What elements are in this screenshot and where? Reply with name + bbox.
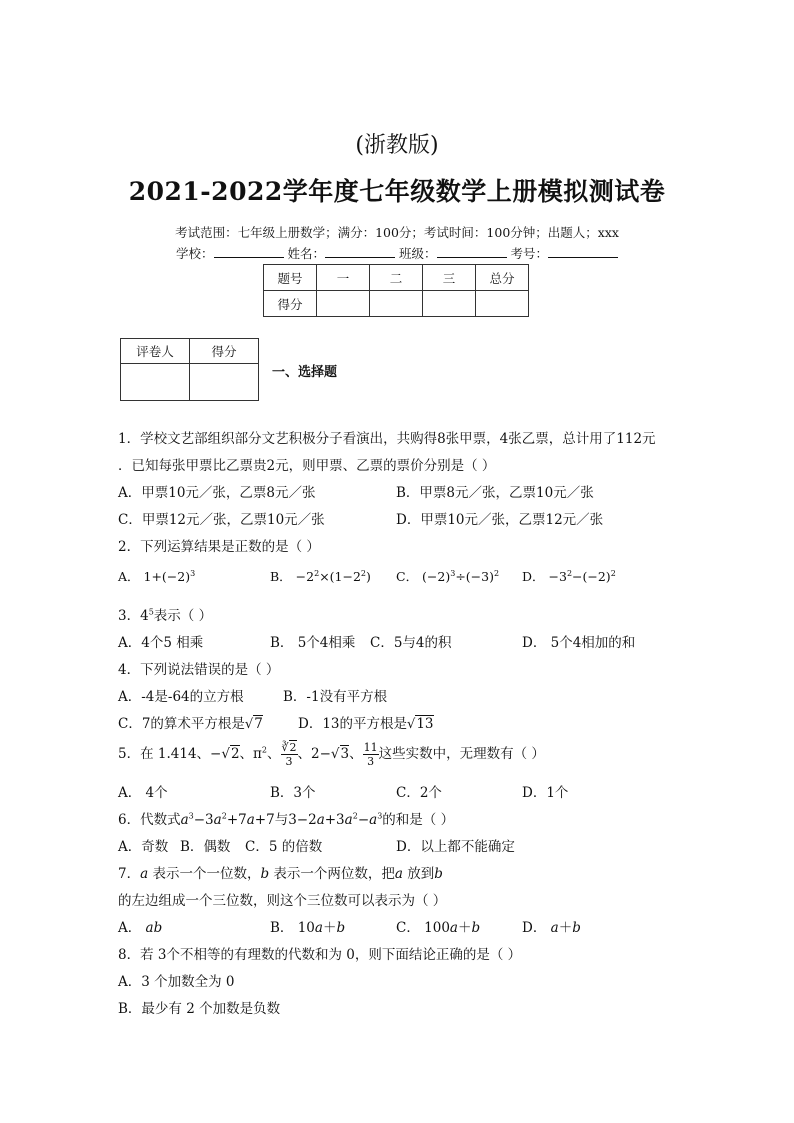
score-row-label: 得分 xyxy=(264,291,317,317)
option-label: C． xyxy=(396,920,420,936)
option-label: C． xyxy=(396,569,419,584)
q7-text: 放到 xyxy=(402,866,435,882)
score-table-header-row xyxy=(264,265,529,291)
radicand: 13 xyxy=(416,716,434,732)
q2-stem: 2．下列运算结果是正数的是（ ） xyxy=(118,539,320,555)
score-table-header: 二 xyxy=(370,265,423,291)
grader-score-header: 得分 xyxy=(190,339,259,364)
q1-stem-line1: 1．学校文艺部组织部分文艺积极分子看演出，共购得8张甲票，4张乙票，总计用了112元 xyxy=(118,431,656,447)
name-field[interactable] xyxy=(325,244,395,258)
q3-stem xyxy=(118,604,212,624)
q7-option-d[interactable]: D． a＋b xyxy=(522,920,581,936)
q5-stem: 5．在 1.414、−√2、$\pi^2$、 $\frac{∛2}{3}$ 、2−√3、 $\frac{11}{3}$ 这些实数中，无理数有（ ） xyxy=(118,741,545,768)
q7-stem-line1 xyxy=(118,862,443,882)
q1-option-c[interactable]: C．甲票12元／张，乙票10元／张 xyxy=(118,512,325,528)
score-cell[interactable] xyxy=(370,291,423,317)
q3-option-c[interactable]: C．5与4的积 xyxy=(370,635,452,651)
q3-number: 3． xyxy=(118,608,141,624)
q7-var: b xyxy=(434,866,443,882)
q1-stem-line2: ．已知每张甲票比乙票贵2元，则甲票、乙票的票价分别是（ ） xyxy=(118,458,496,474)
q1-option-b[interactable]: B．甲票8元／张，乙票10元／张 xyxy=(396,485,594,501)
q7-var: a xyxy=(394,866,403,882)
q5-option-c[interactable]: C．2个 xyxy=(396,785,442,801)
q5-option-b[interactable]: B．3个 xyxy=(270,785,316,801)
q6-option-c[interactable]: C．5 的倍数 xyxy=(245,839,323,855)
q8-option-b[interactable]: B．最少有 2 个加数是负数 xyxy=(118,1001,281,1017)
edition-label: (浙教版) xyxy=(355,133,439,158)
q7-stem-line2: 的左边组成一个三位数，则这个三位数可以表示为（ ） xyxy=(118,893,447,909)
q3-option-b[interactable]: B． 5个4相乘 xyxy=(270,635,356,651)
q1-option-d[interactable]: D．甲票10元／张，乙票12元／张 xyxy=(396,512,604,528)
name-label: 姓名： xyxy=(287,246,325,261)
q6-option-a[interactable]: A．奇数 xyxy=(118,839,169,855)
q4-option-d-text: D．13的平方根是 xyxy=(298,716,408,732)
grader-table xyxy=(120,338,259,401)
school-field[interactable] xyxy=(214,244,284,258)
q6-stem-middle: 与 xyxy=(274,812,289,828)
q7-var: b xyxy=(260,866,270,882)
q3-option-d[interactable]: D． 5个4相加的和 xyxy=(522,635,636,651)
q5-stem-suffix: 这些实数中，无理数有（ ） xyxy=(378,746,545,762)
grader-header: 评卷人 xyxy=(121,339,190,364)
score-table-header: 一 xyxy=(317,265,370,291)
grader-cell[interactable] xyxy=(121,364,190,401)
exam-info: 考试范围：七年级上册数学；满分：100分；考试时间：100分钟；出题人；xxx xyxy=(175,225,619,240)
exam-number-label: 考号： xyxy=(510,246,548,261)
q4-stem: 4．下列说法错误的是（ ） xyxy=(118,662,280,678)
radical-icon: √ xyxy=(244,717,254,732)
q4-option-c-text: C．7的算术平方根是 xyxy=(118,716,245,732)
section-1-title: 一、选择题 xyxy=(272,365,338,380)
class-field[interactable] xyxy=(437,244,507,258)
radicand: 7 xyxy=(254,716,263,732)
grader-table-row xyxy=(121,364,259,401)
q7-option-b[interactable]: B． 10a＋b xyxy=(270,920,346,936)
q4-option-a[interactable]: A．-4是-64的立方根 xyxy=(118,689,244,705)
q7-text: 表示一个两位数，把 xyxy=(269,866,395,882)
q4-option-c[interactable] xyxy=(118,712,263,732)
q3-stem-text: 表示（ ） xyxy=(153,608,213,624)
fraction: $\frac{11}{3}$ xyxy=(363,741,378,768)
exam-number-field[interactable] xyxy=(548,244,618,258)
option-label: B． xyxy=(270,569,292,584)
radical-icon: √ xyxy=(407,717,416,732)
option-label: A． xyxy=(118,569,140,584)
fraction: $\frac{∛2}{3}$ xyxy=(281,741,297,768)
score-table-header: 总分 xyxy=(476,265,529,291)
q1-option-a[interactable]: A．甲票10元／张，乙票8元／张 xyxy=(118,485,316,501)
score-table-score-row xyxy=(264,291,529,317)
option-label: D． xyxy=(522,569,545,584)
q2-option-a[interactable]: A． $1+(-2)^3$ xyxy=(118,568,196,584)
q3-exponent: 5 xyxy=(148,607,154,617)
q6-stem-suffix: 的和是（ ） xyxy=(382,812,455,828)
score-cell[interactable] xyxy=(423,291,476,317)
score-table-header: 题号 xyxy=(264,265,317,291)
q6-option-b[interactable]: B．偶数 xyxy=(180,839,231,855)
q4-option-b[interactable]: B．-1没有平方根 xyxy=(283,689,388,705)
q5-option-a[interactable]: A． 4个 xyxy=(118,785,168,801)
score-table-header: 三 xyxy=(423,265,476,291)
q7-text: 7． xyxy=(118,866,141,882)
grader-score-cell[interactable] xyxy=(190,364,259,401)
q2-option-c[interactable]: C． $(-2)^3\div(-3)^2$ xyxy=(396,568,500,584)
q7-option-a[interactable]: A． ab xyxy=(118,920,163,936)
class-label: 班级： xyxy=(398,246,437,261)
score-table xyxy=(263,264,529,317)
q7-var: a xyxy=(140,866,149,882)
q4-option-d[interactable] xyxy=(298,712,434,732)
score-cell[interactable] xyxy=(317,291,370,317)
q2-option-d[interactable]: D． $-3^2-(-2)^2$ xyxy=(522,568,616,584)
exam-title: 2021-2022学年度七年级数学上册模拟测试卷 xyxy=(128,177,666,206)
q7-option-c[interactable]: C． 100a＋b xyxy=(396,920,481,936)
student-info-row xyxy=(0,244,794,262)
q6-stem: 6．代数式$a^3-3a^2+7a+7$与$3-2a+3a^2-a^3$的和是（ ） xyxy=(118,811,455,828)
q6-option-d[interactable]: D．以上都不能确定 xyxy=(396,839,515,855)
q7-text: 表示一个一位数， xyxy=(148,866,261,882)
q3-base: 4 xyxy=(140,608,149,624)
option-label: D． xyxy=(522,920,547,936)
q5-option-d[interactable]: D．1个 xyxy=(522,785,569,801)
option-label: A． xyxy=(118,920,142,936)
q6-stem-prefix: 6．代数式 xyxy=(118,812,181,828)
grader-table-header-row xyxy=(121,339,259,364)
q5-stem-prefix: 5．在 1.414、 xyxy=(118,746,211,762)
q3-option-a[interactable]: A．4个5 相乘 xyxy=(118,635,204,651)
q8-stem: 8．若 3个不相等的有理数的代数和为 0，则下面结论正确的是（ ） xyxy=(118,947,522,963)
option-label: B． xyxy=(270,920,294,936)
q2-option-b[interactable]: B． $-2^2\times(1-2^2)$ xyxy=(270,568,371,584)
school-label: 学校： xyxy=(175,246,214,261)
score-cell[interactable] xyxy=(476,291,529,317)
q8-option-a[interactable]: A．3 个加数全为 0 xyxy=(118,974,235,990)
